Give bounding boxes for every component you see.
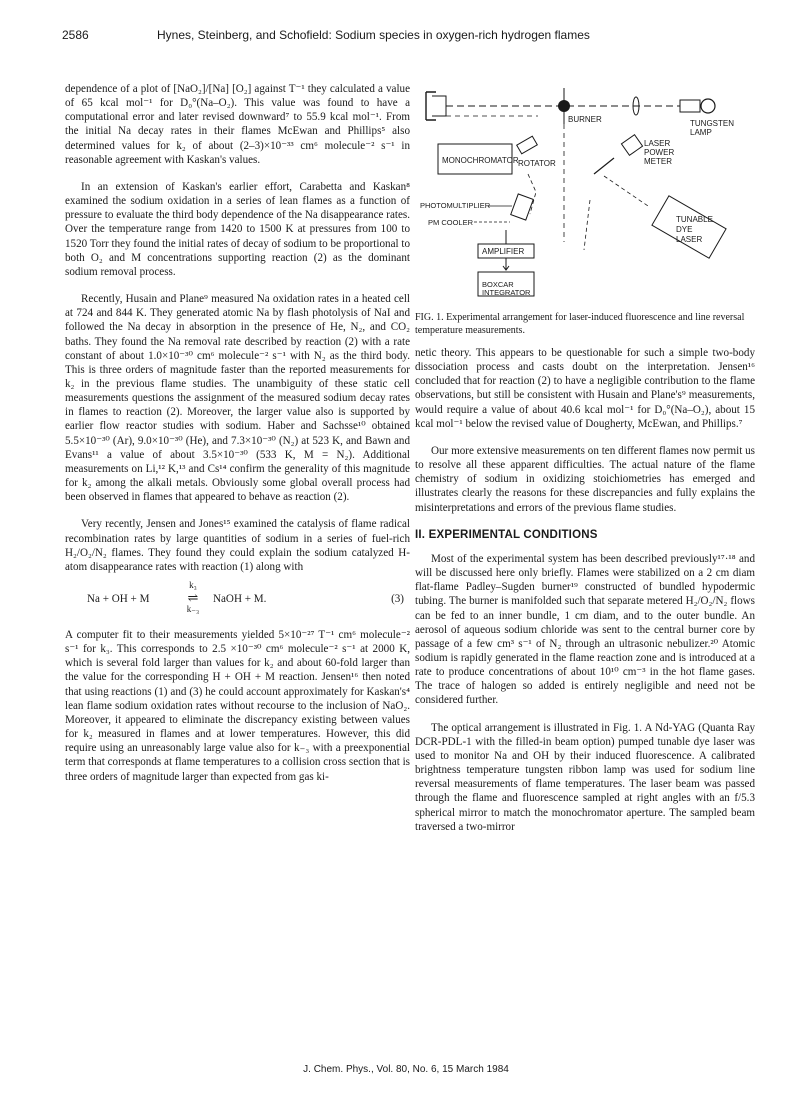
rotator-label: ROTATOR [518,159,556,168]
monochromator-label: MONOCHROMATOR [442,156,519,165]
paragraph: Our more extensive measurements on ten different flames now permit us to resolve all these apparent difficulties. The actual nature of the flame chemistry of sodium in oxidizing stoichiometries has emerged and illustrates clearly the reasons for these discrepancies and fully explains the misinterpretations and errors of the previous flame studies. [415,444,755,514]
photomultiplier-label: PHOTOMULTIPLIER [420,201,491,210]
equation-rhs: NaOH + M. [213,593,267,605]
journal-footer: J. Chem. Phys., Vol. 80, No. 6, 15 March 1984 [303,1064,509,1075]
equation-arrow [181,580,205,615]
tungsten-lamp-label: TUNGSTEN LAMP [690,119,734,137]
rate-constant-reverse: k₋₃ [186,604,200,614]
section-heading: II. EXPERIMENTAL CONDITIONS [415,528,598,541]
paragraph: A computer fit to their measurements yielded 5×10⁻²⁷ T⁻¹ cm⁶ molecule⁻² s⁻¹ for k₃. This corresponds to 2.5 ×10⁻³⁰ cm⁶ molecule⁻² s⁻¹ at 2000 K, which is several fold larger than values for k₂ and about 60-fold larger than the value for the corresponding H + OH + M reaction. Jensen¹⁶ then noted that using reactions (1) and (3) he could account approximately for Kaskan's⁴ lean flame sodium oxidation rates without recourse to the inclusion of NaO₂. Moreover, it appeared to eliminate the discrepancy existing between values for k₂ measured in flames and at lower temperatures. However, this did require using an unreasonably large value also for k₋₃ with a preexponential term that corresponds at flame temperatures to a collision cross section that is three orders of magnitude larger than expected from gas ki- [65,629,410,783]
burner-label: BURNER [568,115,602,124]
pm-cooler-label: PM COOLER [428,218,474,227]
paragraph: In an extension of Kaskan's earlier effort, Carabetta and Kaskan⁸ examined the sodium oxidation in a series of lean flames as a function of pressure to evaluate the third body dependence of the Na disappearance rates. Over the temperature range from 1420 to 1500 K at pressures from 100 to 1520 Torr they found the initial rates of decay of sodium to be proportional to both O₂ and M concentrations supporting reaction (2) as the dominant sodium removal process. [65,180,410,278]
power-meter-icon [621,135,642,156]
beam-splitter-icon [594,158,614,174]
paragraph: Recently, Husain and Plane⁹ measured Na oxidation rates in a heated cell at 724 and 844 K. They generated atomic Na by flash photolysis of NaI and followed the Na decay in absorption in the presence of He, N₂, and CO₂ baths. They found the Na removal rate described by reaction (2) with a rate constant of about 1.0×10⁻³⁰ cm⁶ molecule⁻² s⁻¹ with N₂ as the third body. This is three orders of magnitude faster than the reported measurements for k₂ in the previous flame studies. The unambiguity of these static cell measurements questions the assignment of the measured sodium decay rates in flames to reaction (2). Moreover, the larger value also is supported by earlier flow reactor studies with sodium. Haber and Sachsse¹⁰ obtained 5.5×10⁻³⁰ (Ar), 9.0×10⁻³⁰ (He), and 7.3×10⁻³⁰ (N₂) at 523 K, and Bawn and Evans¹¹ a value of about 3.5×10⁻³⁰ (533 K, M = N₂). Additional measurements on Li,¹² K,¹³ and Cs¹⁴ confirm the generality of this magnitude for k₂ among the alkali metals. Obviously some global overall process had been observed in flames that appeared to behave as reaction (2). [65,293,410,504]
photomultiplier-icon [511,194,534,220]
left-column [65,82,410,797]
running-title: Hynes, Steinberg, and Schofield: Sodium species in oxygen-rich hydrogen flames [157,28,590,42]
rate-constant-forward: k₃ [189,580,197,590]
tungsten-lamp-icon [701,99,715,113]
laser-power-meter-label: LASER POWER METER [644,139,675,166]
paragraph: Most of the experimental system has been described previously¹⁷·¹⁸ and will be discussed here only briefly. Flames were stabilized on a 2 cm diam flat-flame Padley–Sugden burner¹⁹ constructed of bundled hypodermic tubing. The burner is manifolded such that separate metered H₂/O₂/N₂ flows can be fed to an inner bundle, 1 cm diam, and to the outer bundle. An aerosol of aqueous sodium chloride was sent to the central burner core by passage of a few cm³ s⁻¹ of N₂ through an ultrasonic nebulizer.²⁰ Atomic sodium is rapidly generated in the flame reaction zone and is introduced at a rate to produce concentrations of about 10¹⁰ cm⁻³ in the hot flame gases. The trace of halogen so added is entirely negligible and need not be considered further. [415,552,755,707]
right-column [415,346,755,847]
page-number: 2586 [62,28,89,42]
paragraph: The optical arrangement is illustrated in Fig. 1. A Nd-YAG (Quanta Ray DCR-PDL-1 with the filled-in beam option) pumped tunable dye laser was used to monitor Na and OH by their induced fluorescence. A calibrated brightness temperature tungsten ribbon lamp was used for sodium line reversal measurements of flame temperatures. The laser beam was passed through the flame and fluorescence sampled at right angles with an f/5.3 spherical mirror to match the monochromator aperture. The sampled beam traversed a two-mirror [415,721,755,833]
figure-1-diagram [418,82,758,322]
rotator-icon [517,136,538,154]
paragraph: dependence of a plot of [NaO₂]/[Na] [O₂] against T⁻¹ they calculated a value of 65 kcal mol⁻¹ for D₀°(Na–O₂). This value was found to have a computational error and later revised downward⁷ to 55.9 kcal mol⁻¹. From the initial Na decay rates in their flames McEwan and Phillips⁵ also determined values for k₂ of about (2–3)×10⁻³³ cm⁶ molecule⁻² s⁻¹ in reasonable agreement with Kaskan's values. [65,83,410,166]
boxcar-integrator-label: BOXCAR INTEGRATOR [482,280,531,297]
equation-3 [65,580,410,620]
figure-caption: FIG. 1. Experimental arrangement for laser-induced fluorescence and line reversal temperature measurements. [415,312,745,336]
running-header [62,28,752,46]
paragraph: Very recently, Jensen and Jones¹⁵ examined the catalysis of flame radical recombination rates by large quantities of sodium in a series of fuel-rich H₂/O₂/N₂ flames. They found they could explain the sodium catalyzed H-atom disappearance rates with reaction (1) along with [65,518,410,573]
equation-number: (3) [391,593,404,605]
tunable-dye-laser-label: TUNABLE DYE LASER [676,215,713,244]
equilibrium-arrow: ⇌ [187,590,199,605]
paragraph: netic theory. This appears to be questionable for such a simple two-body dissociation process and casts doubt on the interpretation. Jensen¹⁶ concluded that for reaction (2) to have a negligible contribution to the flame observations, but still be consistent with Husain and Plane's⁹ measurements, would require a value of about 40.6 kcal mol⁻¹ for D₀°(Na–O₂), about 15 kcal mol⁻¹ below the revised value of Dougherty, McEwan, and Phillips.⁷ [415,347,755,430]
amplifier-label: AMPLIFIER [482,247,525,256]
optical-setup-svg [418,82,758,312]
equation-lhs: Na + OH + M [87,593,150,605]
